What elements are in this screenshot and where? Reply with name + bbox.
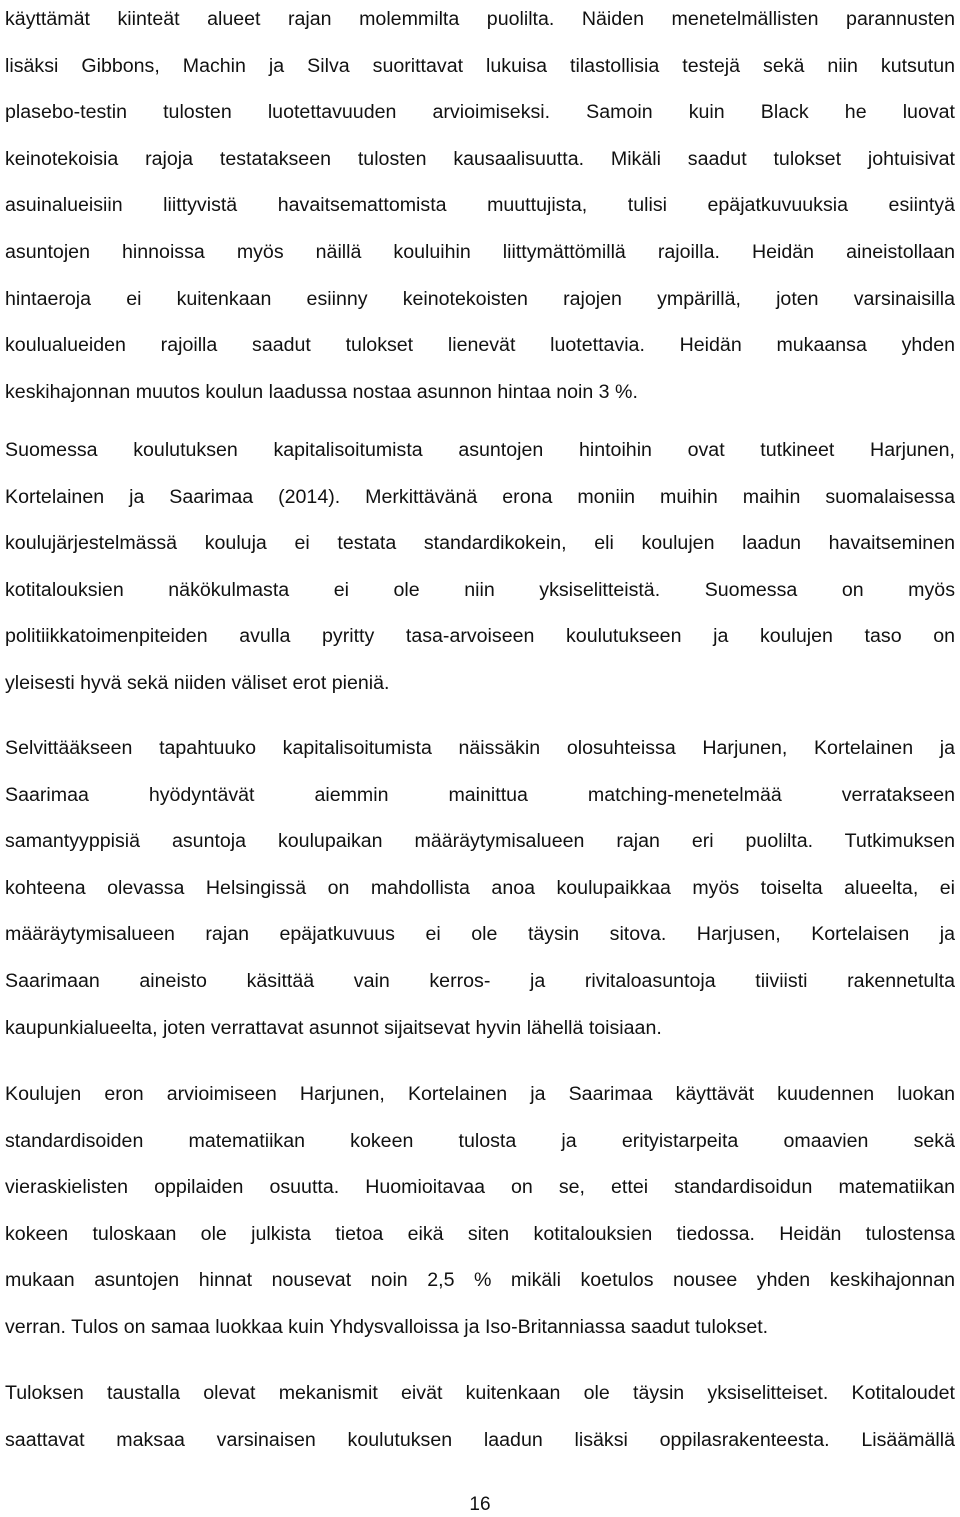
text-line: kokeen tuloskaan ole julkista tietoa eikä siten kotitalouksien tiedossa. Heidän tulostensa <box>5 1222 955 1245</box>
paragraph-2 <box>5 427 955 707</box>
text-line: keinotekoisia rajoja testatakseen tulosten kausaalisuutta. Mikäli saadut tulokset johtuisivat <box>5 147 955 170</box>
text-line: vieraskielisten oppilaiden osuutta. Huomioitavaa on se, ettei standardisoidun matematiikan <box>5 1176 955 1199</box>
text-line: saattavat maksaa varsinaisen koulutuksen laadun lisäksi oppilasrakenteesta. Lisäämällä <box>5 1428 955 1451</box>
text-line: Saarimaan aineisto käsittää vain kerros- ja rivitaloasuntoja tiiviisti rakennetulta <box>5 969 955 992</box>
text-line: samantyyppisiä asuntoja koulupaikan määräytymisalueen rajan eri puolilta. Tutkimuksen <box>5 830 955 853</box>
text-line: yleisesti hyvä sekä niiden väliset erot pieniä. <box>5 671 390 694</box>
page-number: 16 <box>469 1494 491 1515</box>
text-line: Saarimaa hyödyntävät aiemmin mainittua matching-menetelmää verratakseen <box>5 783 955 806</box>
text-line: asuntojen hinnoissa myös näillä kouluihin liittymättömillä rajoilla. Heidän aineistollaan <box>5 240 955 263</box>
text-line: mukaan asuntojen hinnat nousevat noin 2,5 % mikäli koetulos nousee yhden keskihajonnan <box>5 1269 955 1292</box>
text-line: asuinalueisiin liittyvistä havaitsemattomista muuttujista, tulisi epäjatkuvuuksia esiintyä <box>5 194 955 217</box>
text-line: Kortelainen ja Saarimaa (2014). Merkittävänä erona moniin muihin maihin suomalaisessa <box>5 485 955 508</box>
text-line: plasebo-testin tulosten luotettavuuden arvioimiseksi. Samoin kuin Black he luovat <box>5 101 955 124</box>
text-line: verran. Tulos on samaa luokkaa kuin Yhdysvalloissa ja Iso-Britanniassa saadut tulokset. <box>5 1315 769 1338</box>
paragraph-4 <box>5 1071 955 1351</box>
text-line: lisäksi Gibbons, Machin ja Silva suorittavat lukuisa tilastollisia testejä sekä niin kutsutun <box>5 54 955 77</box>
text-line: Koulujen eron arvioimiseen Harjunen, Kortelainen ja Saarimaa käyttävät kuudennen luokan <box>5 1083 955 1105</box>
text-line: Tuloksen taustalla olevat mekanismit eivät kuitenkaan ole täysin yksiselitteiset. Kotitaloudet <box>5 1382 955 1404</box>
text-line: koulujärjestelmässä kouluja ei testata standardikokein, eli koulujen laadun havaitseminen <box>5 532 955 555</box>
text-line: Selvittääkseen tapahtuuko kapitalisoitumista näissäkin olosuhteissa Harjunen, Kortelainen ja <box>5 737 955 759</box>
text-line: standardisoiden matematiikan kokeen tulosta ja erityistarpeita omaavien sekä <box>5 1129 955 1152</box>
text-line: politiikkatoimenpiteiden avulla pyritty tasa-arvoiseen koulutukseen ja koulujen taso on <box>5 625 955 648</box>
text-line: kohteena olevassa Helsingissä on mahdollista anoa koulupaikkaa myös toiselta alueelta, ei <box>5 876 955 899</box>
text-line: keskihajonnan muutos koulun laadussa nostaa asunnon hintaa noin 3 %. <box>5 380 638 403</box>
text-line: koulualueiden rajoilla saadut tulokset lienevät luotettavia. Heidän mukaansa yhden <box>5 334 955 357</box>
text-line: hintaeroja ei kuitenkaan esiinny keinotekoisten rajojen ympärillä, joten varsinaisilla <box>5 287 955 310</box>
text-line: käyttämät kiinteät alueet rajan molemmilta puolilta. Näiden menetelmällisten parannusten <box>5 8 955 30</box>
text-line: määräytymisalueen rajan epäjatkuvuus ei ole täysin sitova. Harjusen, Kortelaisen ja <box>5 923 955 946</box>
paragraph-3 <box>5 725 955 1051</box>
paragraph-5 <box>5 1370 955 1463</box>
paragraph-1 <box>5 0 955 415</box>
text-line: kaupunkialueelta, joten verrattavat asunnot sijaitsevat hyvin lähellä toisiaan. <box>5 1016 662 1039</box>
text-line: Suomessa koulutuksen kapitalisoitumista asuntojen hintoihin ovat tutkineet Harjunen, <box>5 439 955 461</box>
text-line: kotitalouksien näkökulmasta ei ole niin yksiselitteistä. Suomessa on myös <box>5 578 955 601</box>
